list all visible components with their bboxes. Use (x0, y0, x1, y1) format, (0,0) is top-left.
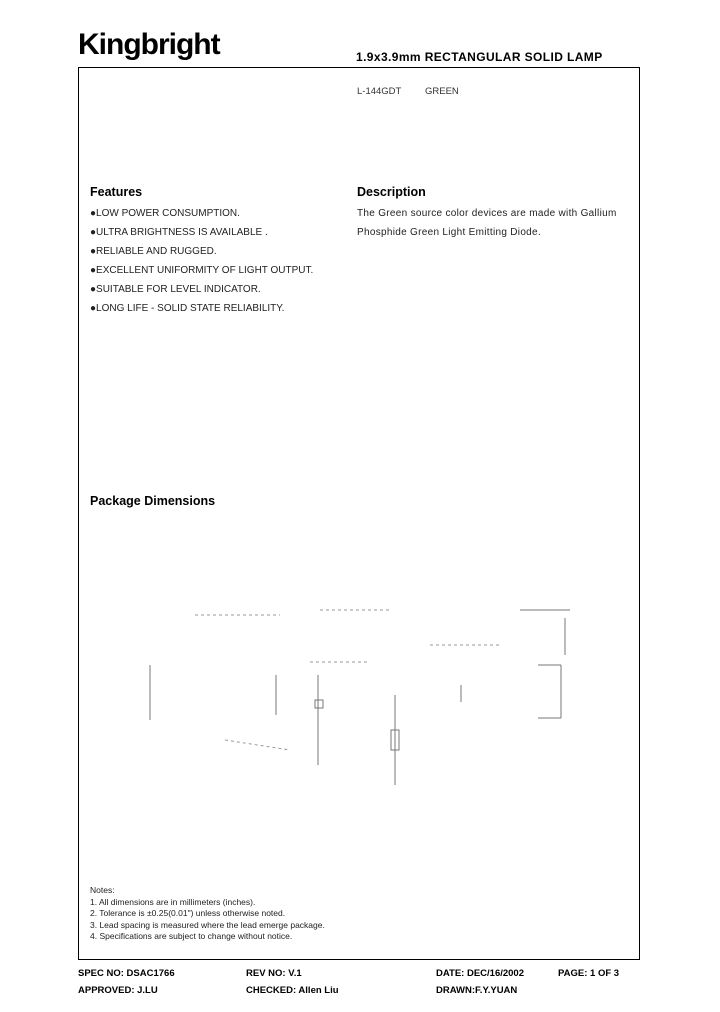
content-frame (78, 67, 640, 960)
feature-item: ●ULTRA BRIGHTNESS IS AVAILABLE . (90, 227, 268, 238)
description-line: The Green source color devices are made with Gallium (357, 208, 617, 219)
feature-item: ●LONG LIFE - SOLID STATE RELIABILITY. (90, 303, 285, 314)
brand-logo: Kingbright (78, 28, 220, 61)
feature-item: ●LOW POWER CONSUMPTION. (90, 208, 240, 219)
drawn-by: DRAWN:F.Y.YUAN (436, 985, 518, 996)
description-heading: Description (357, 185, 426, 199)
dim-line (225, 740, 290, 750)
feature-item: ●EXCELLENT UNIFORMITY OF LIGHT OUTPUT. (90, 265, 314, 276)
package-heading: Package Dimensions (90, 494, 216, 508)
part-number: L-144GDT (357, 86, 402, 97)
note-item: 3. Lead spacing is measured where the lead emerge package. (90, 919, 325, 930)
approved-by: APPROVED: J.LU (78, 985, 158, 996)
part-color: GREEN (425, 86, 459, 97)
feature-item: ●SUITABLE FOR LEVEL INDICATOR. (90, 284, 261, 295)
note-item: 4. Specifications are subject to change without notice. (90, 931, 293, 941)
description-text (357, 204, 637, 242)
checked-by: CHECKED: Allen Liu (246, 985, 339, 996)
spec-number: SPEC NO: DSAC1766 (78, 968, 175, 979)
notes-block (90, 885, 325, 943)
note-item: 2. Tolerance is ±0.25(0.01") unless otherwise noted. (90, 908, 286, 918)
note-item: 1. All dimensions are in millimeters (inches). (90, 896, 256, 907)
feature-item: ●RELIABLE AND RUGGED. (90, 246, 217, 257)
features-heading: Features (90, 185, 143, 199)
description-line: Phosphide Green Light Emitting Diode. (357, 227, 541, 238)
body-outline (315, 700, 323, 708)
features-list (90, 204, 313, 318)
notes-heading: Notes: (90, 885, 115, 895)
package-drawing (140, 600, 580, 790)
revision-number: REV NO: V.1 (246, 968, 302, 979)
page-indicator: PAGE: 1 OF 3 (558, 968, 620, 979)
document-title: 1.9x3.9mm RECTANGULAR SOLID LAMP (356, 50, 603, 64)
document-date: DATE: DEC/16/2002 (436, 968, 524, 979)
